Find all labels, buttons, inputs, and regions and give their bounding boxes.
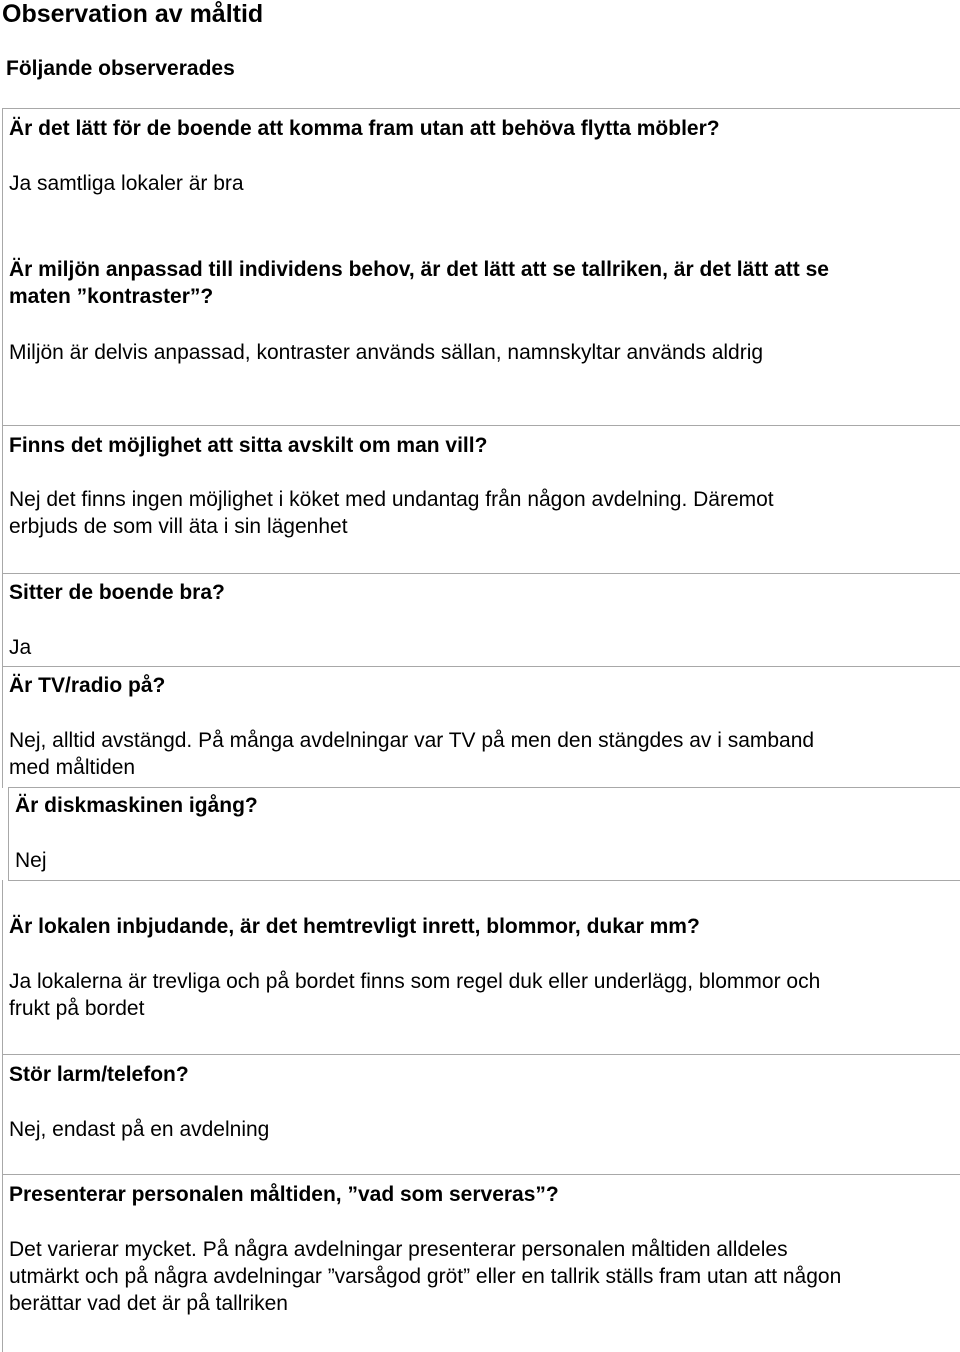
answer-6 — [15, 847, 47, 874]
row-divider — [8, 787, 960, 788]
row-divider — [2, 1174, 960, 1175]
answer-line: utmärkt och på några avdelningar ”varsågod gröt” eller en tallrik ställs fram utan att någon — [9, 1265, 842, 1288]
row-divider — [2, 425, 960, 426]
question-line: Presenterar personalen måltiden, ”vad som serveras”? — [9, 1183, 559, 1206]
answer-line: Nej det finns ingen möjlighet i köket med undantag från någon avdelning. Däremot — [9, 488, 774, 511]
table-left-border-inset — [8, 787, 9, 881]
answer-line: erbjuds de som vill äta i sin lägenhet — [9, 515, 348, 538]
row-divider — [2, 666, 960, 667]
answer-line: Nej, alltid avstängd. På många avdelningar var TV på men den stängdes av i samband — [9, 729, 815, 752]
answer-line: Ja lokalerna är trevliga och på bordet finns som regel duk eller underlägg, blommor och — [9, 970, 821, 993]
question-line: Är diskmaskinen igång? — [15, 794, 258, 817]
table-left-border — [2, 108, 3, 788]
answer-7 — [9, 968, 820, 1022]
question-line: Stör larm/telefon? — [9, 1063, 189, 1086]
question-4 — [9, 579, 225, 606]
answer-1 — [9, 170, 244, 197]
row-divider — [2, 1054, 960, 1055]
table-top-border — [2, 108, 960, 109]
question-line: Är det lätt för de boende att komma fram utan att behöva flytta möbler? — [9, 117, 720, 140]
row-divider — [2, 573, 960, 574]
answer-5 — [9, 727, 814, 781]
answer-line: Ja — [9, 636, 32, 659]
question-line: Finns det möjlighet att sitta avskilt om man vill? — [9, 434, 488, 457]
table-left-border — [2, 880, 3, 1352]
row-divider — [8, 880, 960, 881]
question-8 — [9, 1061, 189, 1088]
answer-line: Nej — [15, 849, 47, 872]
question-1 — [9, 115, 720, 142]
answer-line: Det varierar mycket. På några avdelningar presenterar personalen måltiden alldeles — [9, 1238, 788, 1261]
answer-line: frukt på bordet — [9, 997, 145, 1020]
answer-8 — [9, 1116, 269, 1143]
answer-3 — [9, 486, 774, 540]
question-line: Är miljön anpassad till individens behov, är det lätt att se tallriken, är det lätt att se — [9, 258, 829, 281]
answer-line: berättar vad det är på tallriken — [9, 1292, 288, 1315]
question-9 — [9, 1181, 559, 1208]
question-line: Är lokalen inbjudande, är det hemtrevligt inrett, blommor, dukar mm? — [9, 915, 700, 938]
question-2 — [9, 256, 829, 310]
answer-4 — [9, 634, 31, 661]
question-line: Är TV/radio på? — [9, 674, 166, 697]
question-6 — [15, 792, 258, 819]
answer-9 — [9, 1236, 841, 1317]
answer-line: Miljön är delvis anpassad, kontraster används sällan, namnskyltar används aldrig — [9, 341, 764, 364]
question-line: maten ”kontraster”? — [9, 285, 214, 308]
answer-line: Ja samtliga lokaler är bra — [9, 172, 244, 195]
question-line: Sitter de boende bra? — [9, 581, 225, 604]
page-title: Observation av måltid — [2, 0, 264, 28]
question-3 — [9, 432, 487, 459]
question-7 — [9, 913, 700, 940]
answer-line: Nej, endast på en avdelning — [9, 1118, 270, 1141]
answer-2 — [9, 339, 763, 366]
page-subtitle: Följande observerades — [6, 57, 235, 80]
question-5 — [9, 672, 165, 699]
answer-line: med måltiden — [9, 756, 136, 779]
